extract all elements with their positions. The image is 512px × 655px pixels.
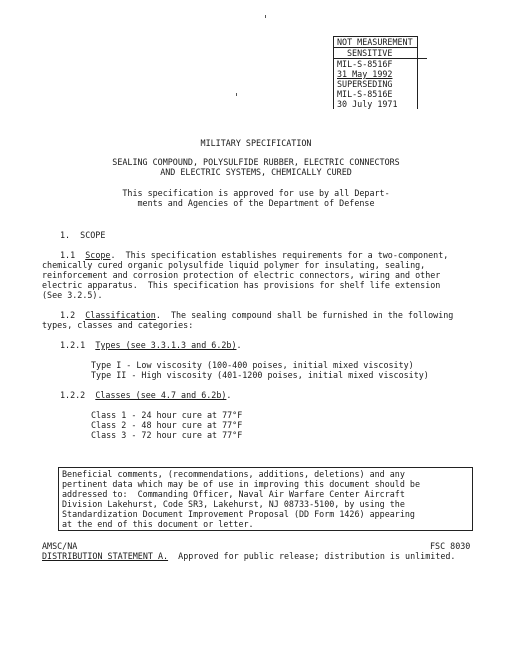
- para-text: . This specification establishes requirements for a two-component,: [110, 250, 449, 260]
- superseding-label: SUPERSEDING: [337, 79, 393, 89]
- class-item: Class 1 - 24 hour cure at 77°F: [91, 410, 243, 420]
- superseded-date: 30 July 1971: [337, 99, 398, 109]
- beneficial-line: Standardization Document Improvement Proposal (DD Form 1426) appearing: [62, 509, 415, 519]
- para-heading: Types (see 3.3.1.3 and 6.2b): [95, 340, 237, 350]
- beneficial-line: at the end of this document or letter.: [62, 519, 254, 529]
- para-1-1-line: reinforcement and corrosion protection of electric connectors, wiring and other: [42, 270, 441, 280]
- amsc-label: AMSC/NA: [42, 541, 78, 551]
- para-text: . The sealing compound shall be furnished in the following: [155, 310, 454, 320]
- sensitive-line: SENSITIVE: [334, 48, 427, 59]
- superseded-number: MIL-S-8516E: [337, 89, 393, 99]
- class-item: Class 2 - 48 hour cure at 77°F: [91, 420, 243, 430]
- para-1-1-line: chemically cured organic polysulfide liquid polymer for insulating, sealing,: [42, 260, 426, 270]
- document-date: 31 May 1992: [337, 69, 393, 79]
- para-heading: Classes (see 4.7 and 6.2b): [95, 390, 227, 400]
- para-1-1-line: (See 3.2.5).: [42, 290, 103, 300]
- para-number: 1.2.1: [60, 340, 86, 350]
- beneficial-line: Division Lakehurst, Code SR3, Lakehurst, NJ 08733-5100, by using the: [62, 499, 405, 509]
- class-item: Class 3 - 72 hour cure at 77°F: [91, 430, 243, 440]
- spec-subtitle-line-2: AND ELECTRIC SYSTEMS, CHEMICALLY CURED: [160, 167, 352, 177]
- scan-speck: [236, 93, 237, 96]
- para-1-1-line: electric apparatus. This specification has provisions for shelf life extension: [42, 280, 441, 290]
- section-heading-scope: 1. SCOPE: [60, 230, 106, 240]
- spec-subtitle-line-1: SEALING COMPOUND, POLYSULFIDE RUBBER, ELECTRIC CONNECTORS: [112, 157, 400, 167]
- beneficial-line: pertinent data which may be of use in improving this document should be: [62, 479, 420, 489]
- para-number: 1.1: [60, 250, 76, 260]
- para-1-1-first-line: [60, 250, 448, 260]
- distribution-label: DISTRIBUTION STATEMENT A.: [42, 551, 169, 561]
- type-item: Type II - High viscosity (401-1200 poises, initial mixed viscosity): [91, 370, 429, 380]
- para-1-2-2-heading: 1.2.2 Classes (see 4.7 and 6.2b).: [60, 390, 232, 400]
- spec-title: MILITARY SPECIFICATION: [200, 138, 312, 148]
- beneficial-line: Beneficial comments, (recommendations, additions, deletions) and any: [62, 469, 405, 479]
- distribution-text: Approved for public release; distribution is unlimited.: [168, 551, 456, 561]
- para-heading: Classification: [85, 310, 156, 320]
- beneficial-line: addressed to: Commanding Officer, Naval Air Warfare Center Aircraft: [62, 489, 405, 499]
- distribution-statement: [42, 551, 455, 561]
- document-id-block: [333, 36, 418, 109]
- approval-line-1: This specification is approved for use by all Depart-: [122, 188, 390, 198]
- para-1-2-first-line: [60, 310, 453, 320]
- fsc-label: FSC 8030: [430, 541, 471, 551]
- para-1-2-1-heading: 1.2.1 Types (see 3.3.1.3 and 6.2b).: [60, 340, 242, 350]
- para-heading: Scope: [85, 250, 111, 260]
- measurement-line: NOT MEASUREMENT: [334, 37, 417, 48]
- para-number: 1.2.2: [60, 390, 86, 400]
- document-number: MIL-S-8516F: [337, 59, 393, 69]
- type-item: Type I - Low viscosity (100-400 poises, initial mixed viscosity): [91, 360, 414, 370]
- beneficial-comments-box: [58, 467, 473, 531]
- scan-speck: [265, 15, 266, 18]
- para-number: 1.2: [60, 310, 76, 320]
- para-1-2-line: types, classes and categories:: [42, 320, 194, 330]
- approval-line-2: ments and Agencies of the Department of Defense: [137, 198, 375, 208]
